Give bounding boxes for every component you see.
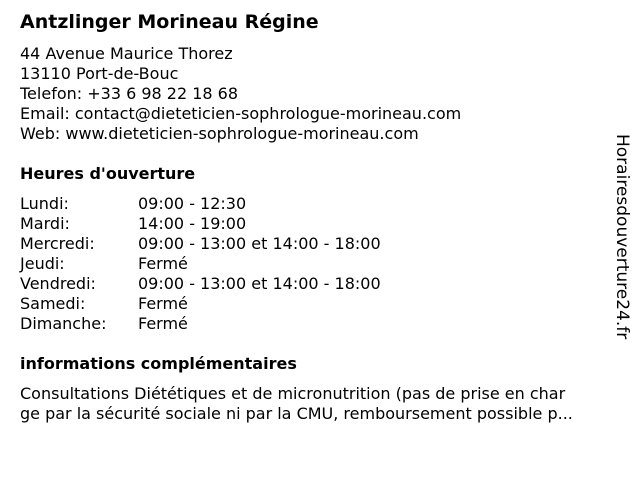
- site-watermark: Horairesdouverture24.fr: [612, 134, 632, 340]
- hours-row-wednesday: [20, 234, 381, 254]
- hours-row-tuesday: [20, 214, 381, 234]
- info-line-1: Consultations Diététiques et de micronutrition (pas de prise en char: [20, 384, 566, 403]
- address-city: 13110 Port-de-Bouc: [20, 64, 179, 83]
- day-label: Jeudi:: [20, 254, 65, 273]
- hours-row-sunday: [20, 314, 381, 334]
- day-label: Vendredi:: [20, 274, 96, 293]
- info-line-2: ge par la sécurité sociale ni par la CMU, remboursement possible p...: [20, 404, 573, 423]
- additional-info-heading: informations complémentaires: [20, 354, 297, 373]
- day-label: Lundi:: [20, 194, 69, 213]
- day-hours: Fermé: [138, 254, 188, 273]
- phone-text: Telefon: +33 6 98 22 18 68: [20, 84, 239, 103]
- day-hours: 09:00 - 13:00 et 14:00 - 18:00: [138, 274, 381, 293]
- address-street: 44 Avenue Maurice Thorez: [20, 44, 233, 63]
- hours-row-friday: [20, 274, 381, 294]
- email-text: Email: contact@dieteticien-sophrologue-morineau.com: [20, 104, 462, 123]
- opening-hours-table: [20, 194, 381, 334]
- day-label: Mercredi:: [20, 234, 95, 253]
- opening-hours-heading: Heures d'ouverture: [20, 164, 196, 183]
- web-text: Web: www.dieteticien-sophrologue-morineau.com: [20, 124, 419, 143]
- day-label: Dimanche:: [20, 314, 107, 333]
- contact-block: [20, 44, 461, 144]
- hours-row-saturday: [20, 294, 381, 314]
- day-hours: Fermé: [138, 294, 188, 313]
- day-label: Mardi:: [20, 214, 70, 233]
- hours-row-thursday: [20, 254, 381, 274]
- day-hours: 09:00 - 13:00 et 14:00 - 18:00: [138, 234, 381, 253]
- business-name: Antzlinger Morineau Régine: [20, 11, 319, 33]
- day-label: Samedi:: [20, 294, 86, 313]
- day-hours: 09:00 - 12:30: [138, 194, 247, 213]
- day-hours: Fermé: [138, 314, 188, 333]
- day-hours: 14:00 - 19:00: [138, 214, 247, 233]
- additional-info-text: [20, 384, 620, 424]
- hours-row-monday: [20, 194, 381, 214]
